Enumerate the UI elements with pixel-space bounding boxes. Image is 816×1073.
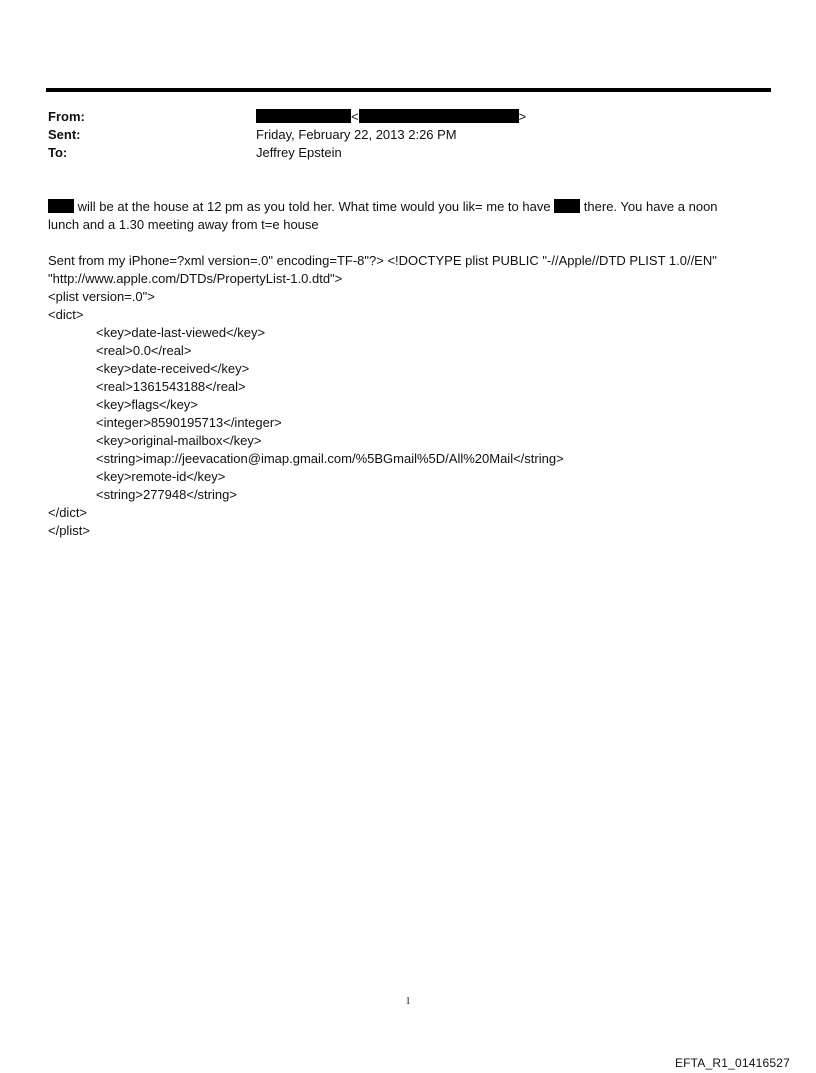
header-divider	[46, 88, 771, 92]
from-angle-close: >	[518, 109, 527, 124]
message-paragraph	[48, 198, 758, 234]
signature-line-2: "http://www.apple.com/DTDs/PropertyList-1.0.dtd">	[48, 271, 343, 286]
xml-line: <real>0.0</real>	[96, 343, 192, 358]
sent-label: Sent:	[48, 127, 81, 142]
plist-xml-block	[48, 288, 564, 540]
xml-line: <dict>	[48, 307, 84, 322]
xml-line: <integer>8590195713</integer>	[96, 415, 282, 430]
xml-line: <key>date-received</key>	[96, 361, 250, 376]
page-number: 1	[405, 996, 411, 1007]
xml-line: <key>remote-id</key>	[96, 469, 226, 484]
to-label: To:	[48, 145, 68, 160]
message-text-3: lunch and a 1.30 meeting away from t=e house	[48, 217, 319, 232]
message-text-1: will be at the house at 12 pm as you told her. What time would you lik= me to have	[74, 199, 555, 214]
xml-line: <key>date-last-viewed</key>	[96, 325, 266, 340]
to-value: Jeffrey Epstein	[256, 145, 342, 160]
redaction-box	[48, 199, 74, 213]
redaction-box	[359, 109, 519, 123]
xml-line: <string>imap://jeevacation@imap.gmail.com/%5BGmail%5D/All%20Mail</string>	[96, 451, 564, 466]
xml-line: <real>1361543188</real>	[96, 379, 246, 394]
xml-line: <key>flags</key>	[96, 397, 198, 412]
message-body	[48, 198, 758, 234]
xml-line: <string>277948</string>	[96, 487, 237, 502]
xml-line: <key>original-mailbox</key>	[96, 433, 262, 448]
from-label: From:	[48, 109, 85, 124]
signature-line-1: Sent from my iPhone=?xml version=.0" encoding=TF-8"?> <!DOCTYPE plist PUBLIC "-//Apple//DTD PLIST 1.0//EN"	[48, 253, 717, 268]
xml-line: </plist>	[48, 523, 90, 538]
redaction-box	[256, 109, 351, 123]
signature-paragraph	[48, 252, 758, 288]
message-text-2: there. You have a noon	[580, 199, 718, 214]
xml-line: <plist version=.0">	[48, 289, 155, 304]
sent-value: Friday, February 22, 2013 2:26 PM	[256, 127, 457, 142]
from-value	[256, 108, 526, 125]
from-angle-open: <	[351, 109, 359, 124]
xml-line: </dict>	[48, 505, 88, 520]
signature-block	[48, 252, 758, 288]
document-id: EFTA_R1_01416527	[674, 1056, 790, 1070]
redaction-box	[554, 199, 580, 213]
